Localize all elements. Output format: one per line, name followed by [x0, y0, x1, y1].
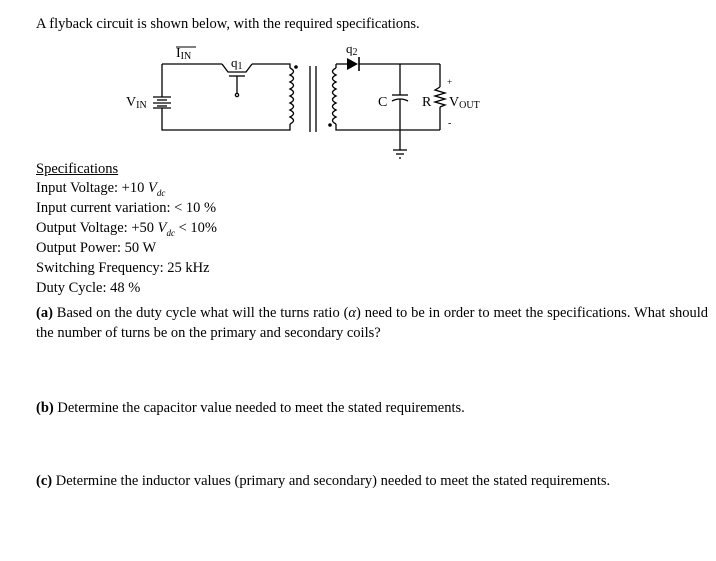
spec-item: Input current variation: < 10 %	[36, 200, 217, 216]
vin-label: VIN	[126, 95, 147, 111]
primary-bottom-lead	[280, 124, 290, 130]
q1-gate-terminal	[235, 93, 238, 96]
primary-dot-marker	[294, 65, 298, 69]
primary-top-lead	[280, 64, 290, 68]
iin-label: IIN	[176, 46, 192, 62]
secondary-coil	[333, 68, 337, 124]
question-b	[36, 399, 465, 417]
alpha-symbol: α	[348, 305, 357, 321]
spec-item: Output Voltage: +50 $V_{dc} < 10\%$	[36, 220, 218, 238]
question-a-text-1: Based on the duty cycle what will the turns ratio (	[52, 305, 349, 321]
resistor-zigzag	[435, 87, 445, 107]
spec-item: Duty Cycle: 48 %	[36, 280, 141, 296]
q2-label: q2	[346, 41, 358, 58]
question-c-text: Determine the inductor values (primary and secondary) needed to meet the stated requirements.	[52, 473, 611, 489]
secondary-dot-marker	[328, 123, 332, 127]
vout-minus-sign: -	[448, 118, 452, 129]
primary-bottom-wire	[162, 108, 280, 130]
spec-item: Output Power: 50 W	[36, 240, 157, 256]
question-c-label: (c)	[36, 473, 53, 489]
question-a-text-2: ) need to be in order to meet the specifications. What should the number of turns be on the primary and secondary coils?	[36, 305, 708, 341]
diode-q2-triangle	[347, 58, 358, 70]
capacitor-label: C	[378, 95, 388, 110]
intro-text: A flyback circuit is shown below, with the required specifications.	[36, 16, 420, 32]
secondary-bottom-wire	[336, 124, 440, 130]
question-a	[36, 303, 708, 343]
resistor-label: R	[422, 95, 432, 110]
vout-label: VOUT	[449, 95, 480, 111]
question-a-label: (a)	[36, 305, 53, 321]
question-b-text: Determine the capacitor value needed to meet the stated requirements.	[53, 400, 465, 416]
question-b-label: (b)	[36, 400, 54, 416]
spec-item: Input Voltage: +10 $V_{dc}$	[36, 180, 166, 198]
spec-item: Switching Frequency: 25 kHz	[36, 260, 210, 276]
vout-plus-sign: +	[447, 77, 453, 87]
question-c	[36, 472, 610, 490]
q1-label: q1	[231, 55, 243, 72]
specs-heading: Specifications	[36, 161, 119, 177]
primary-coil	[290, 68, 294, 124]
